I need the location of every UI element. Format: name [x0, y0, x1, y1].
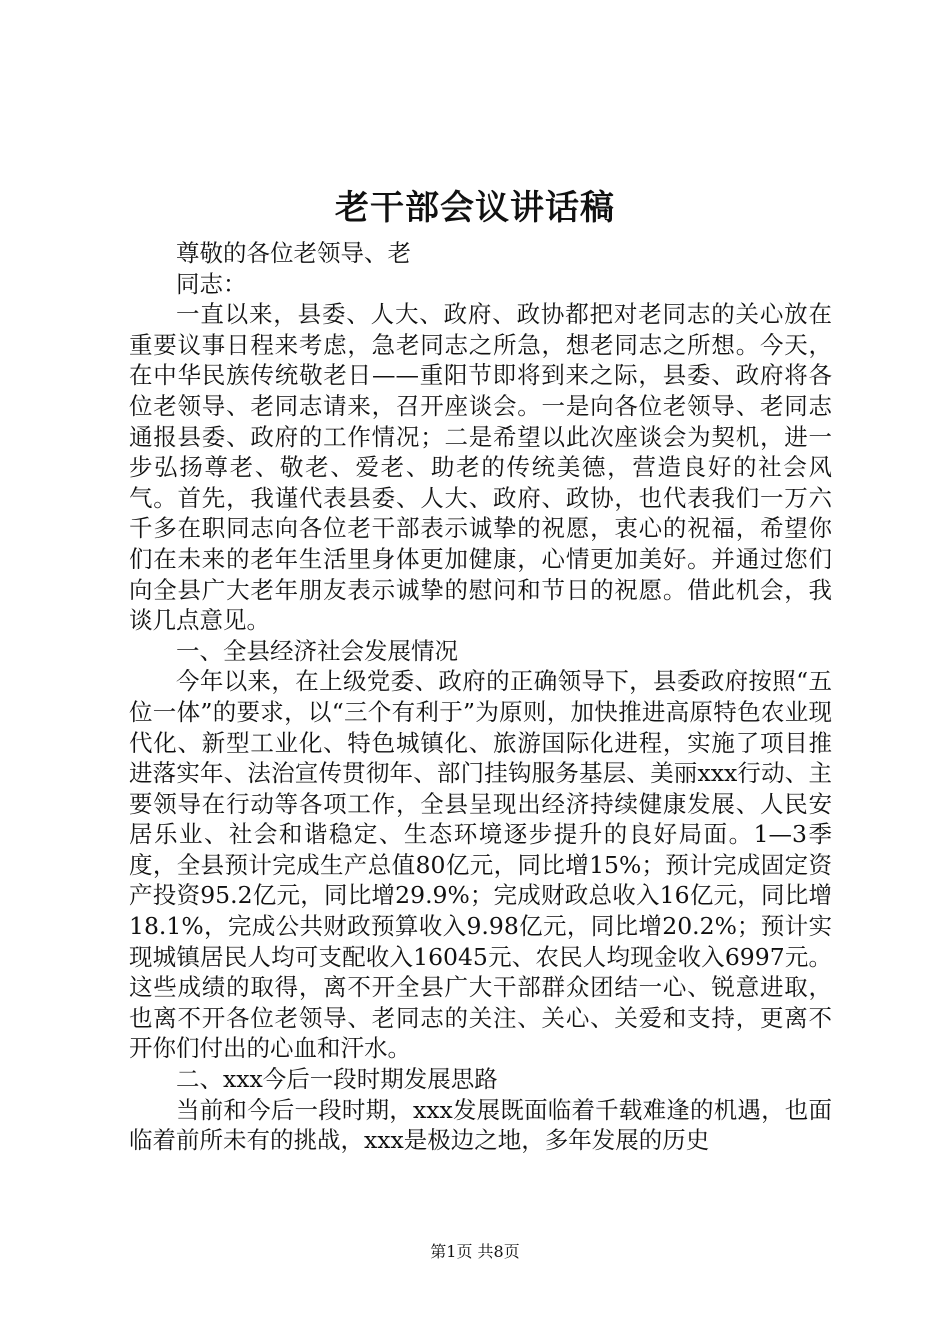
salutation-line-2: 同志： [176, 269, 247, 298]
section-heading-2: 二、xxx今后一段时期发展思路 [176, 1065, 498, 1094]
paragraph-outlook: 当前和今后一段时期，xxx发展既面临着千载难逢的机遇，也面临着前所未有的挑战，xxx是极边之地，多年发展的历史 [129, 1095, 832, 1155]
page-footer: 第1页 共8页 [430, 1242, 520, 1261]
document-body [129, 238, 832, 1156]
paragraph-intro: 一直以来，县委、人大、政府、政协都把对老同志的关心放在重要议事日程来考虑，急老同志之所急，想老同志之所想。今天，在中华民族传统敬老日——重阳节即将到来之际，县委、政府将各位老领导、老同志请来，召开座谈会。一是向各位老领导、老同志通报县委、政府的工作情况；二是希望以此次座谈会为契机，进一步弘扬尊老、敬老、爱老、助老的传统美德，营造良好的社会风气。首先，我谨代表县委、人大、政府、政协，也代表我们一万六千多在职同志向各位老干部表示诚挚的祝愿，衷心的祝福，希望你们在未来的老年生活里身体更加健康，心情更加美好。并通过您们向全县广大老年朋友表示诚挚的慰问和节日的祝愿。借此机会，我谈几点意见。 [129, 300, 832, 635]
salutation-line-1: 尊敬的各位老领导、老 [176, 239, 411, 267]
section-heading-1: 一、全县经济社会发展情况 [176, 636, 458, 665]
document-title: 老干部会议讲话稿 [335, 188, 615, 228]
paragraph-economy: 今年以来，在上级党委、政府的正确领导下，县委政府按照“五位一体”的要求，以“三个有利于”为原则，加快推进高原特色农业现代化、新型工业化、特色城镇化、旅游国际化进程，实施了项目推进落实年、法治宣传贯彻年、部门挂钩服务基层、美丽xxx行动、主要领导在行动等各项工作，全县呈现出经济持续健康发展、人民安居乐业、社会和谐稳定、生态环境逐步提升的良好局面。1—3季度，全县预计完成生产总值80亿元，同比增15%；预计完成固定资产投资95.2亿元，同比增29.9%；完成财政总收入16亿元，同比增18.1%，完成公共财政预算收入9.98亿元，同比增20.2%；预计实现城镇居民人均可支配收入16045元、农民人均现金收入6997元。这些成绩的取得，离不开全县广大干部群众团结一心、锐意进取，也离不开各位老领导、老同志的关注、关心、关爱和支持，更离不开你们付出的心血和汗水。 [129, 667, 832, 1063]
